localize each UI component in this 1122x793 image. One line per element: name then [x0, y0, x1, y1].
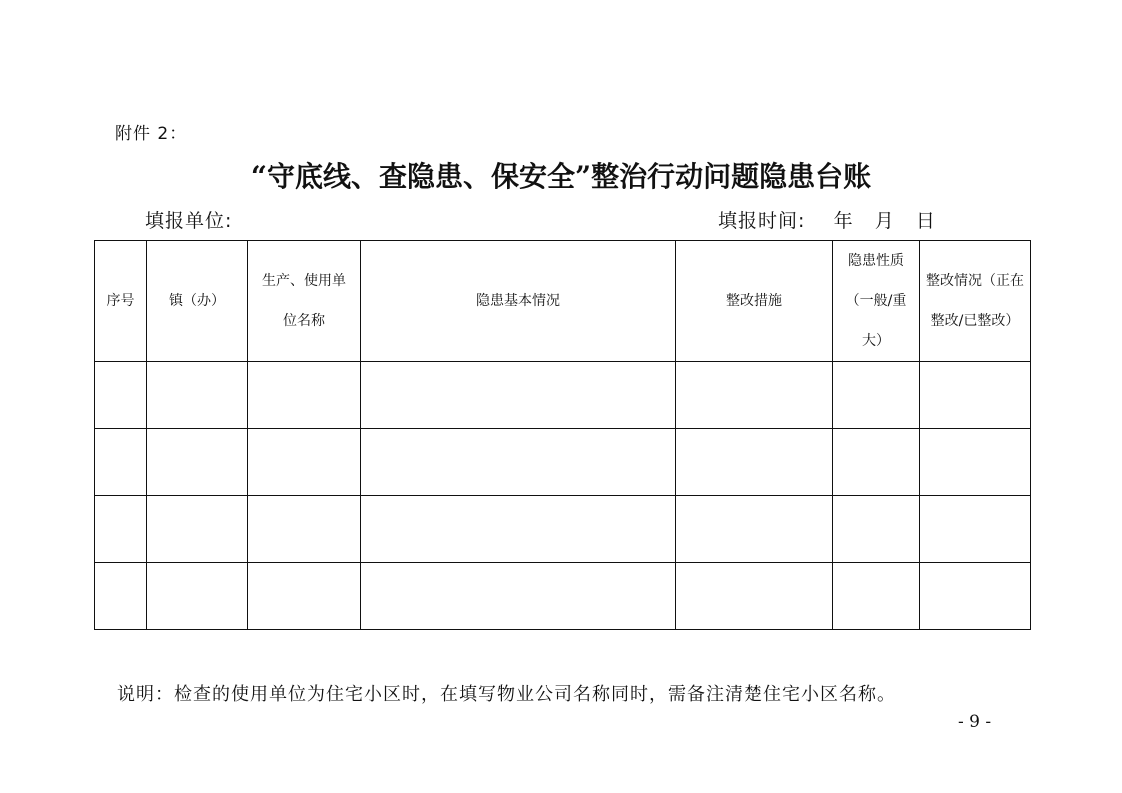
table-cell[interactable] — [833, 362, 920, 429]
table-row — [95, 563, 1031, 630]
header-unit-name: 生产、使用单位名称 — [248, 241, 361, 362]
table-cell[interactable] — [920, 563, 1031, 630]
fill-date-placeholder: 年 月 日 — [833, 210, 936, 232]
table-cell[interactable] — [920, 429, 1031, 496]
table-cell[interactable] — [361, 563, 676, 630]
table-cell[interactable] — [95, 362, 147, 429]
fill-unit-label: 填报单位: — [145, 210, 233, 232]
table-cell[interactable] — [95, 429, 147, 496]
table-cell[interactable] — [361, 496, 676, 563]
header-rectification-status: 整改情况（正在整改/已整改） — [920, 241, 1031, 362]
table-cell[interactable] — [248, 563, 361, 630]
table-row — [95, 496, 1031, 563]
table-cell[interactable] — [833, 563, 920, 630]
fill-time-label: 填报时间: — [718, 210, 806, 232]
table-cell[interactable] — [833, 496, 920, 563]
header-hazard-severity: 隐患性质（一般/重大） — [833, 241, 920, 362]
table-cell[interactable] — [147, 563, 248, 630]
table-cell[interactable] — [248, 362, 361, 429]
table-cell[interactable] — [676, 496, 833, 563]
table-cell[interactable] — [248, 496, 361, 563]
hazard-ledger-table — [94, 240, 1031, 630]
footnote-explanation: 说明：检查的使用单位为住宅小区时，在填写物业公司名称同时，需备注清楚住宅小区名称。 — [117, 684, 896, 705]
table-cell[interactable] — [920, 496, 1031, 563]
header-town-office: 镇（办） — [147, 241, 248, 362]
table-cell[interactable] — [676, 563, 833, 630]
table-cell[interactable] — [833, 429, 920, 496]
table-cell[interactable] — [676, 429, 833, 496]
table-cell[interactable] — [920, 362, 1031, 429]
table-cell[interactable] — [361, 362, 676, 429]
header-hazard-description: 隐患基本情况 — [361, 241, 676, 362]
attachment-label: 附件 2： — [115, 124, 188, 144]
table-row — [95, 429, 1031, 496]
page-number: - 9 - — [958, 712, 992, 732]
document-title: “守底线、查隐患、保安全”整治行动问题隐患台账 — [250, 160, 872, 193]
fill-time-field — [718, 206, 936, 233]
table-header-row — [95, 241, 1031, 362]
table-cell[interactable] — [95, 496, 147, 563]
table-cell[interactable] — [147, 496, 248, 563]
header-serial-number: 序号 — [95, 241, 147, 362]
table-cell[interactable] — [676, 362, 833, 429]
table-cell[interactable] — [248, 429, 361, 496]
header-rectification-measures: 整改措施 — [676, 241, 833, 362]
table-cell[interactable] — [95, 563, 147, 630]
table-cell[interactable] — [361, 429, 676, 496]
table-cell[interactable] — [147, 429, 248, 496]
table-row — [95, 362, 1031, 429]
table-cell[interactable] — [147, 362, 248, 429]
